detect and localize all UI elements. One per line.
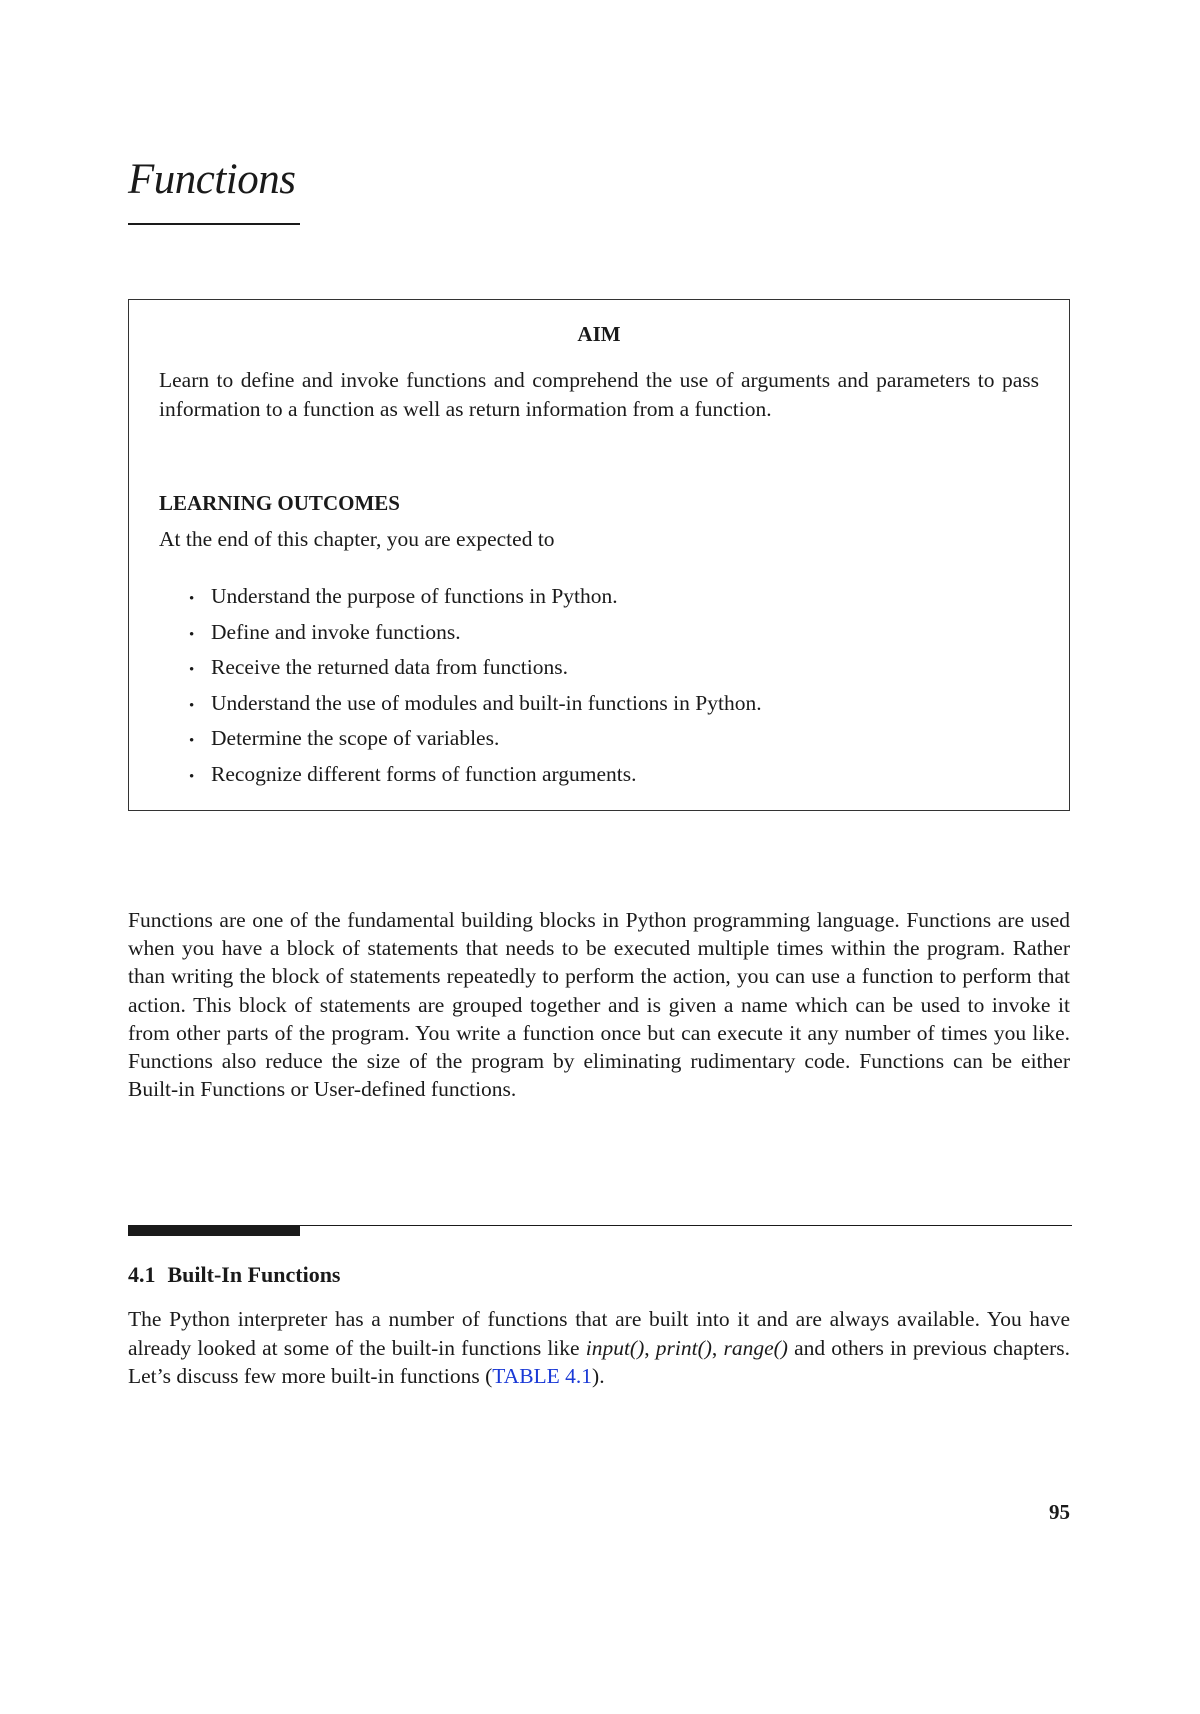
section-text: The Python interpreter has a number of functions that are built into it and are always available. You have already looked at some of the built-in functions like [128, 1307, 1070, 1360]
bullet-icon: • [189, 697, 195, 714]
outcome-text: Define and invoke functions. [211, 619, 461, 644]
learning-outcomes-heading: LEARNING OUTCOMES [159, 491, 400, 515]
learning-outcomes-list [189, 579, 762, 792]
bullet-icon: • [189, 733, 195, 749]
code-print: print() [655, 1335, 712, 1360]
outcome-text: Understand the use of modules and built-in functions in Python. [211, 690, 762, 715]
list-item [189, 757, 762, 793]
outcome-text: Receive the returned data from functions. [211, 655, 568, 679]
section-title: Built-In Functions [167, 1262, 341, 1287]
list-item [189, 686, 762, 722]
chapter-title: Functions [128, 156, 296, 203]
section-text: and others in previous chapters. Let’s discuss few more built-in functions ( [128, 1335, 1071, 1388]
section-text: ). [592, 1364, 605, 1388]
table-reference-link[interactable]: TABLE 4.1 [492, 1364, 593, 1388]
list-item [189, 579, 762, 615]
separator: , [711, 1335, 724, 1360]
bullet-icon: • [189, 662, 195, 678]
section-number: 4.1 [128, 1262, 156, 1287]
aim-text: Learn to define and invoke functions and comprehend the use of arguments and parameters to pass information to a function as well as return information from a function. [159, 368, 1039, 421]
title-underline [128, 223, 300, 225]
list-item [189, 615, 762, 651]
outcome-text: Determine the scope of variables. [211, 726, 500, 750]
bullet-icon: • [189, 768, 195, 785]
list-item [189, 721, 762, 757]
section-divider-accent [128, 1226, 300, 1236]
aim-box [128, 299, 1070, 811]
section-heading [128, 1262, 341, 1288]
bullet-icon: • [189, 591, 195, 607]
page-number: 95 [1049, 1500, 1070, 1524]
code-range: range() [723, 1335, 788, 1360]
learning-outcomes-intro: At the end of this chapter, you are expected to [159, 527, 555, 551]
aim-heading: AIM [577, 322, 621, 346]
bullet-icon: • [189, 626, 195, 643]
list-item [189, 650, 762, 686]
section-paragraph [128, 1305, 1070, 1391]
intro-paragraph: Functions are one of the fundamental building blocks in Python programming language. Functions are used when you have a block of statements that needs to be executed multiple times within the program. Rather than writing the block of statements repeatedly to perform the action, you can use a function to perform that action. This block of statements are grouped together and is given a name which can be used to invoke it from other parts of the program. You write a function once but can execute it any number of times you like. Functions also reduce the size of the program by eliminating rudimentary code. Functions can be either Built-in Functions or User-defined functions. [128, 908, 1070, 1102]
outcome-text: Understand the purpose of functions in Python. [211, 584, 618, 608]
separator: , [644, 1335, 656, 1360]
outcome-text: Recognize different forms of function arguments. [211, 761, 637, 786]
code-input: input() [585, 1335, 645, 1360]
